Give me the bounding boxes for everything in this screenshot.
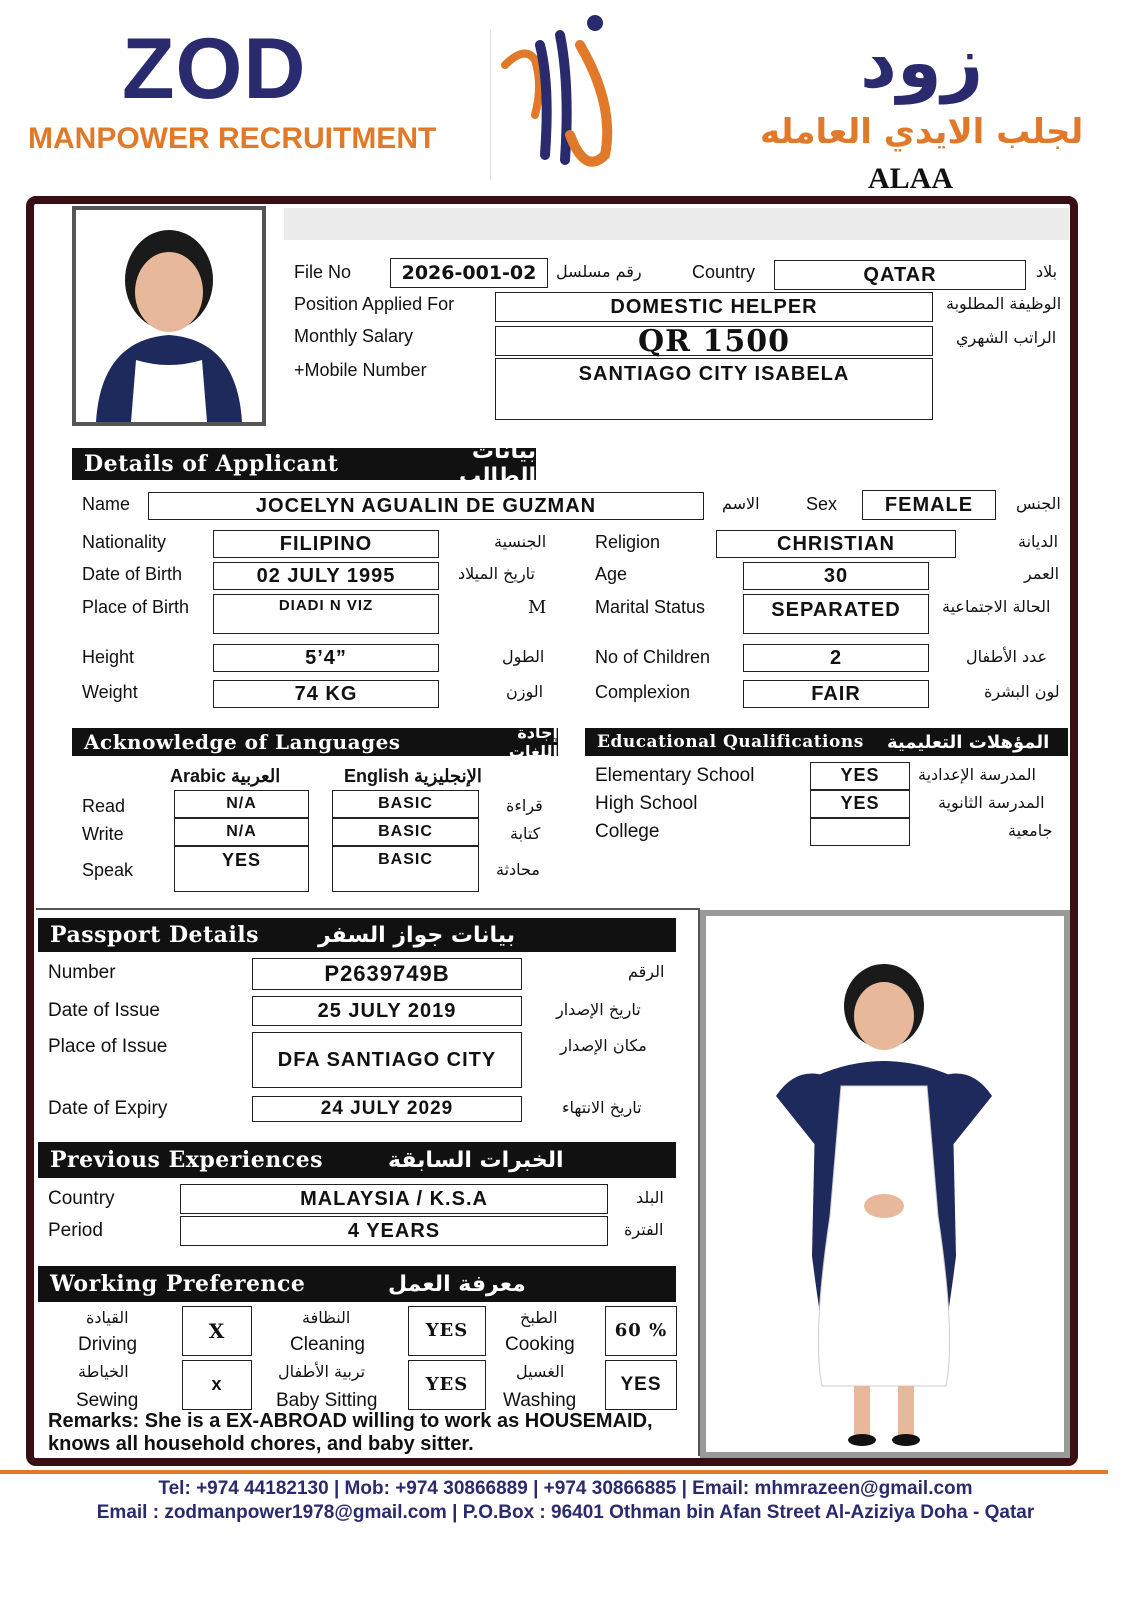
children-label-ar: عدد الأطفال <box>966 647 1048 666</box>
religion-label: Religion <box>595 532 661 552</box>
preference-title: Working Preference <box>50 1271 306 1297</box>
preference-title-ar: معرفة العمل <box>388 1271 526 1297</box>
religion-value: CHRISTIAN <box>716 530 956 558</box>
marital-value: SEPARATED <box>743 594 929 634</box>
lang-speak-label: Speak <box>82 860 134 880</box>
country-label-ar: بلاد <box>1036 262 1058 281</box>
pref-cooking-label: Cooking <box>505 1334 575 1355</box>
pref-washing-value: YES <box>605 1360 677 1410</box>
lang-speak-label-ar: محادثة <box>496 860 540 879</box>
experience-section-header <box>38 1142 676 1178</box>
pref-cleaning-value: YES <box>408 1306 486 1356</box>
pob-note: M <box>528 597 547 618</box>
full-body-figure-icon <box>706 916 1064 1452</box>
position-label: Position Applied For <box>294 294 455 314</box>
passport-number-label: Number <box>48 962 116 983</box>
edu-elementary-label-ar: المدرسة الإعدادية <box>918 765 1036 784</box>
file-no-label: File No <box>294 262 352 282</box>
pob-value: DIADI N VIZ <box>213 594 439 634</box>
brand-logo-en: ZOD <box>122 21 307 117</box>
complexion-value: FAIR <box>743 680 929 708</box>
pref-sewing-value: x <box>182 1360 252 1410</box>
weight-label-ar: الوزن <box>506 682 544 701</box>
exp-country-label-ar: البلد <box>636 1188 664 1207</box>
pref-cleaning-label-ar: النظافة <box>302 1308 351 1327</box>
exp-period-value: 4 YEARS <box>180 1216 608 1246</box>
languages-title-ar: إجادة اللغات <box>508 723 558 761</box>
salary-label: Monthly Salary <box>294 326 414 346</box>
education-title-ar: المؤهلات التعليمية <box>887 731 1050 753</box>
file-no-value: 2026-001-02 <box>390 258 548 288</box>
passport-issue-place-value: DFA SANTIAGO CITY <box>252 1032 522 1088</box>
exp-period-label: Period <box>48 1220 103 1241</box>
passport-number-value: P2639749B <box>252 958 522 990</box>
languages-section-header <box>72 723 558 761</box>
education-section-header <box>585 728 1068 756</box>
languages-title: Acknowledge of Languages <box>84 730 401 754</box>
brand-subtitle: MANPOWER RECRUITMENT <box>28 122 437 155</box>
lang-read-arabic: N/A <box>174 790 309 818</box>
weight-label: Weight <box>82 682 138 702</box>
marital-label-ar: الحالة الاجتماعية <box>942 597 1051 616</box>
lang-speak-english: BASIC <box>332 846 479 892</box>
exp-country-label: Country <box>48 1188 115 1209</box>
dob-label: Date of Birth <box>82 564 183 584</box>
salary-value: QR 1500 <box>495 326 933 356</box>
pref-washing-label: Washing <box>503 1390 577 1411</box>
passport-number-label-ar: الرقم <box>628 962 665 981</box>
name-value: JOCELYN AGUALIN DE GUZMAN <box>148 492 704 520</box>
lang-read-english: BASIC <box>332 790 479 818</box>
footer-rule <box>0 1470 1108 1474</box>
complexion-label: Complexion <box>595 682 691 702</box>
experience-title: Previous Experiences <box>50 1147 323 1173</box>
edu-highschool-label-ar: المدرسة الثانوية <box>938 793 1045 812</box>
weight-value: 74 KG <box>213 680 439 708</box>
english-header: English الإنجليزية <box>344 766 482 786</box>
footer-contact-line2: Email : zodmanpower1978@gmail.com | P.O.Box : 96401 Othman bin Afan Street Al-Aziziya Doha - Qatar <box>96 1502 1035 1523</box>
passport-issue-date-label-ar: تاريخ الإصدار <box>556 1000 641 1019</box>
height-label: Height <box>82 647 135 667</box>
footer-contact-line1: Tel: +974 44182130 | Mob: +974 30866889 | +974 30866885 | Email: mhmrazeen@gmail.com <box>158 1478 973 1499</box>
exp-country-value: MALAYSIA / K.S.A <box>180 1184 608 1214</box>
brand-logo-ar: زود <box>860 20 984 104</box>
complexion-label-ar: لون البشرة <box>984 682 1060 701</box>
sex-label-ar: الجنس <box>1016 494 1061 513</box>
brand-emblem-icon <box>495 5 635 175</box>
passport-section-header <box>38 918 676 952</box>
dob-value: 02 JULY 1995 <box>213 562 439 590</box>
passport-issue-date-label: Date of Issue <box>48 1000 160 1021</box>
passport-issue-date-value: 25 JULY 2019 <box>252 996 522 1026</box>
pref-baby-value: YES <box>408 1360 486 1410</box>
applicant-portrait <box>72 206 266 426</box>
mobile-label: +Mobile Number <box>294 360 427 380</box>
pref-cooking-label-ar: الطبخ <box>520 1308 558 1327</box>
brand-subtitle-ar: لجلب الايدي العامله <box>760 112 1084 152</box>
salary-label-ar: الراتب الشهري <box>956 328 1057 347</box>
pref-washing-label-ar: الغسيل <box>516 1362 565 1381</box>
children-value: 2 <box>743 644 929 672</box>
passport-title: Passport Details <box>50 922 260 948</box>
edu-highschool-value: YES <box>810 790 910 818</box>
dob-label-ar: تاريخ الميلاد <box>458 564 535 583</box>
country-value: QATAR <box>774 260 1026 290</box>
religion-label-ar: الديانة <box>1018 532 1059 551</box>
marital-label: Marital Status <box>595 597 706 617</box>
edu-college-label-ar: جامعية <box>1008 821 1053 840</box>
height-label-ar: الطول <box>502 647 545 666</box>
age-value: 30 <box>743 562 929 590</box>
passport-issue-place-label-ar: مكان الإصدار <box>560 1036 647 1055</box>
full-body-photo-frame <box>700 910 1070 1458</box>
edu-elementary-value: YES <box>810 762 910 790</box>
passport-expiry-label-ar: تاريخ الانتهاء <box>562 1098 642 1117</box>
lang-read-label: Read <box>82 796 126 816</box>
mobile-value: SANTIAGO CITY ISABELA <box>495 358 933 420</box>
portrait-figure-icon <box>76 210 262 422</box>
edu-elementary-label: Elementary School <box>595 765 755 786</box>
name-label-ar: الاسم <box>722 494 760 513</box>
passport-title-ar: بيانات جواز السفر <box>318 922 516 948</box>
edu-college-value <box>810 818 910 846</box>
pob-label: Place of Birth <box>82 597 190 617</box>
lang-speak-arabic: YES <box>174 846 309 892</box>
position-value: DOMESTIC HELPER <box>495 292 933 322</box>
edu-college-label: College <box>595 821 660 842</box>
age-label-ar: العمر <box>1024 564 1060 583</box>
nationality-label: Nationality <box>82 532 167 552</box>
applicant-section-header <box>72 439 536 489</box>
pref-driving-label: Driving <box>78 1334 138 1355</box>
position-label-ar: الوظيفة المطلوبة <box>946 294 1062 313</box>
nationality-value: FILIPINO <box>213 530 439 558</box>
preference-section-header <box>38 1266 676 1302</box>
experience-title-ar: الخبرات السابقة <box>388 1147 564 1173</box>
lang-write-label: Write <box>82 824 124 844</box>
remarks: Remarks: She is a EX-ABROAD willing to work as HOUSEMAID, knows all household chores, and baby sitter. <box>48 1410 653 1455</box>
pref-sewing-label-ar: الخياطة <box>78 1362 129 1381</box>
age-label: Age <box>595 564 628 584</box>
pref-baby-label: Baby Sitting <box>276 1390 378 1411</box>
name-label: Name <box>82 494 131 514</box>
exp-period-label-ar: الفترة <box>624 1220 664 1239</box>
lang-write-arabic: N/A <box>174 818 309 846</box>
lang-write-label-ar: كتابة <box>510 824 541 843</box>
lang-write-english: BASIC <box>332 818 479 846</box>
applicant-title-ar: بيانات الطالب <box>458 439 536 489</box>
nationality-label-ar: الجنسية <box>494 532 547 551</box>
pref-baby-label-ar: تربية الأطفال <box>278 1362 366 1381</box>
pref-driving-label-ar: القيادة <box>86 1308 129 1327</box>
top-strip <box>284 208 1069 240</box>
header-divider <box>490 30 491 180</box>
file-no-label-ar: رقم مسلسل <box>556 262 642 281</box>
pref-cooking-value: 60 % <box>605 1306 677 1356</box>
passport-expiry-value: 24 JULY 2029 <box>252 1096 522 1122</box>
height-value: 5’4” <box>213 644 439 672</box>
lower-left-panel <box>36 908 700 1456</box>
pref-sewing-label: Sewing <box>76 1390 139 1411</box>
agent-name: ALAA <box>868 162 954 195</box>
edu-highschool-label: High School <box>595 793 698 814</box>
sex-label: Sex <box>806 494 838 514</box>
arabic-header: Arabic العربية <box>170 766 281 786</box>
pref-cleaning-label: Cleaning <box>290 1334 365 1355</box>
applicant-title: Details of Applicant <box>84 451 339 477</box>
passport-issue-place-label: Place of Issue <box>48 1036 168 1057</box>
country-label: Country <box>692 262 756 282</box>
pref-driving-value: X <box>182 1306 252 1356</box>
lang-read-label-ar: قراءة <box>506 796 543 815</box>
children-label: No of Children <box>595 647 711 667</box>
sex-value: FEMALE <box>862 490 996 520</box>
passport-expiry-label: Date of Expiry <box>48 1098 168 1119</box>
education-title: Educational Qualifications <box>597 732 864 752</box>
